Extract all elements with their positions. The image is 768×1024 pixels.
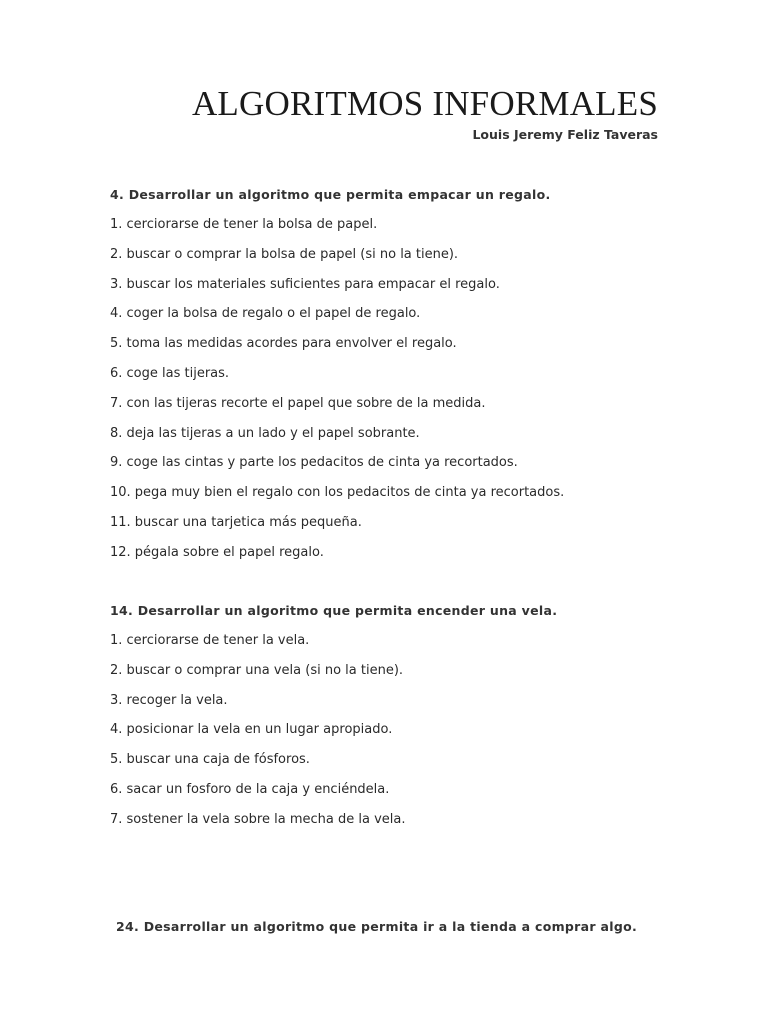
document-title: ALGORITMOS INFORMALES [191, 84, 658, 123]
section-heading: 14. Desarrollar un algoritmo que permita encender una vela. [110, 603, 558, 618]
step-list [110, 215, 670, 573]
step-item: 4. posicionar la vela en un lugar apropiado. [110, 722, 393, 738]
step-item: 4. coger la bolsa de regalo o el papel de regalo. [110, 306, 421, 322]
section-heading: 24. Desarrollar un algoritmo que permita ir a la tienda a comprar algo. [116, 919, 638, 934]
document-author: Louis Jeremy Feliz Taveras [472, 127, 658, 142]
section-heading: 4. Desarrollar un algoritmo que permita empacar un regalo. [110, 187, 551, 202]
step-item: 7. sostener la vela sobre la mecha de la vela. [110, 811, 406, 827]
algorithm-section-candle [110, 601, 670, 840]
step-item: 1. cerciorarse de tener la bolsa de papel. [110, 217, 378, 232]
step-item: 9. coge las cintas y parte los pedacitos de cinta ya recortados. [110, 455, 518, 471]
step-list [110, 631, 670, 840]
step-item: 10. pega muy bien el regalo con los pedacitos de cinta ya recortados. [110, 485, 565, 501]
algorithm-section-store [116, 917, 676, 947]
step-item: 2. buscar o comprar la bolsa de papel (si no la tiene). [110, 246, 459, 262]
algorithm-section-gift [110, 185, 670, 573]
step-item: 6. sacar un fosforo de la caja y enciéndela. [110, 781, 390, 797]
step-item: 1. cerciorarse de tener la vela. [110, 633, 310, 648]
step-item: 8. deja las tijeras a un lado y el papel sobrante. [110, 425, 420, 441]
step-item: 11. buscar una tarjetica más pequeña. [110, 514, 362, 530]
step-item: 3. recoger la vela. [110, 692, 228, 708]
step-item: 6. coge las tijeras. [110, 365, 230, 381]
step-item: 12. pégala sobre el papel regalo. [110, 544, 324, 560]
step-item: 5. buscar una caja de fósforos. [110, 752, 310, 768]
step-item: 3. buscar los materiales suficientes para empacar el regalo. [110, 276, 500, 292]
step-item: 2. buscar o comprar una vela (si no la tiene). [110, 662, 404, 678]
step-item: 5. toma las medidas acordes para envolver el regalo. [110, 336, 457, 352]
step-item: 7. con las tijeras recorte el papel que sobre de la medida. [110, 395, 486, 411]
